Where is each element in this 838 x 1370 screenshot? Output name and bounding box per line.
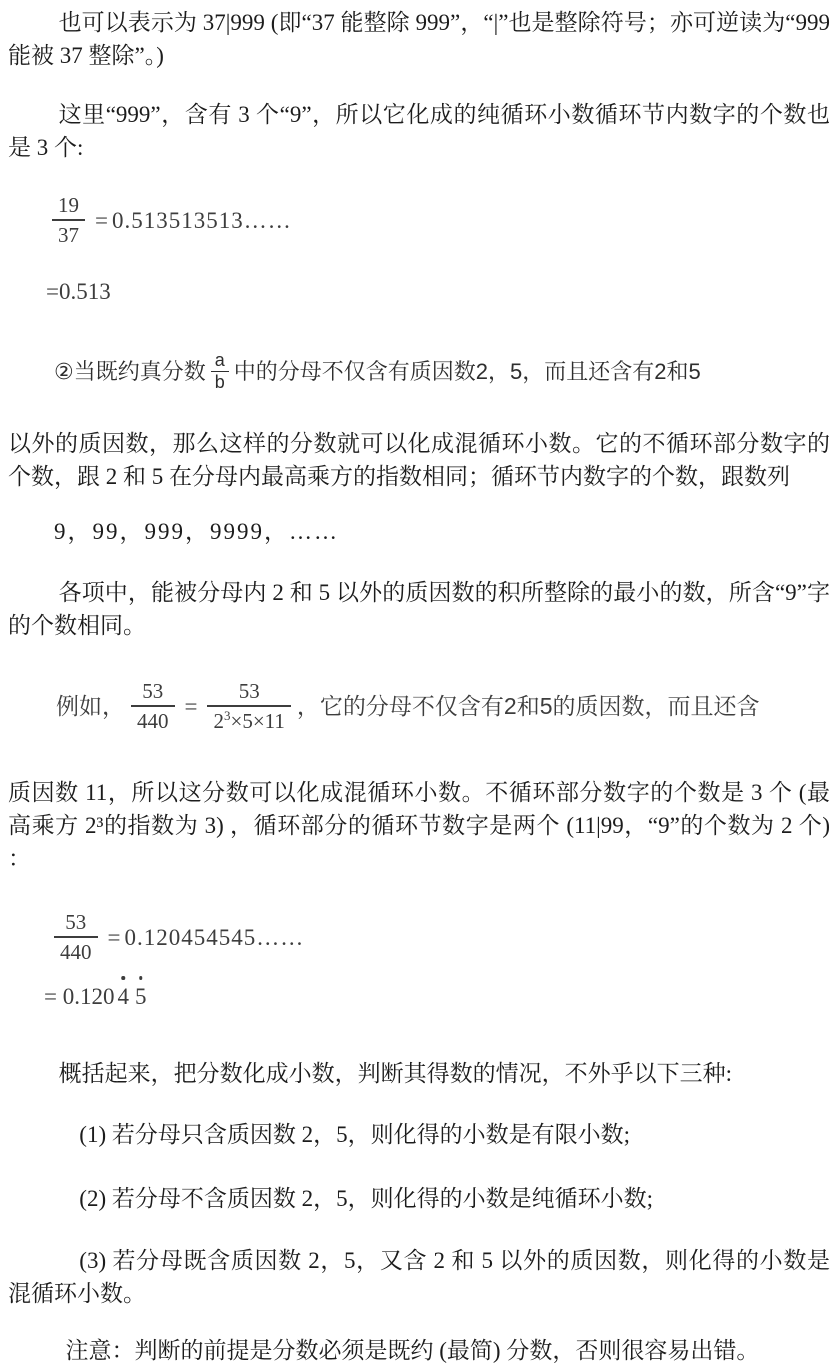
fraction-denominator: b (214, 372, 225, 392)
formula-rule-2 (54, 350, 830, 393)
fraction-numerator: 53 (54, 909, 98, 938)
factor-rest: ×5×11 (230, 709, 285, 733)
fraction-denominator: 37 (58, 223, 79, 247)
fraction-denominator: 440 (137, 709, 169, 733)
summary-item-1: (1) 若分母只含质因数 2，5，则化得的小数是有限小数; (79, 1122, 631, 1147)
paragraph-divisibility-notation: 也可以表示为 37|999 (即“37 能整除 999”，“|”也是整除符号；亦可逆读为“999 能被 37 整除”。) (8, 10, 830, 68)
nines-sequence: 9，99，999，9999，…… (54, 519, 339, 544)
paragraph-smallest-divisible: 各项中，能被分母内 2 和 5 以外的质因数的积所整除的最小的数，所含“9”字的个数相同。 (8, 580, 830, 638)
fraction-numerator: 53 (131, 678, 175, 707)
paragraph-example-analysis: 质因数 11，所以这分数可以化成混循环小数。不循环部分数字的个数是 3 个 (最高乘方 2³的指数为 3) ，循环部分的循环节数字是两个 (11|99，“9”的个数为 2 个) ： (8, 780, 830, 871)
fraction-numerator: 53 (207, 678, 290, 707)
example-prefix: 例如， (56, 692, 125, 719)
fraction-53-440 (131, 678, 175, 734)
equals-sign: = (95, 207, 108, 233)
paragraph-999-three-nines: 这里“999”，含有 3 个“9”，所以它化成的纯循环小数循环节内数字的个数也是 3 个: (8, 102, 830, 160)
formula-19-37-result: =0.513 (46, 279, 111, 304)
result-prefix: = 0.120 (44, 984, 115, 1009)
decimal-expansion: 0.120454545…… (124, 924, 305, 950)
summary-item-2: (2) 若分母不含质因数 2，5，则化得的小数是纯循环小数; (79, 1186, 654, 1211)
fraction-53-440 (54, 909, 98, 965)
fraction-53-factored (207, 678, 290, 734)
decimal-expansion: 0.513513513…… (111, 207, 292, 233)
rule-2-suffix: 中的分母不仅含有质因数2，5，而且还含有2和5 (233, 359, 701, 384)
formula-53-440-result (44, 980, 830, 1013)
paragraph-summary-intro: 概括起来，把分数化成小数，判断其得数的情况，不外乎以下三种: (58, 1061, 732, 1086)
example-suffix: ，它的分母不仅含有2和5的质因数，而且还含 (296, 692, 760, 719)
factor-exponent: 3 (223, 708, 231, 723)
fraction-denominator-factored (207, 707, 290, 734)
fraction-numerator: 19 (52, 192, 85, 221)
note-paragraph: 注意：判断的前提是分数必须是既约 (最简) 分数，否则很容易出错。 (65, 1338, 760, 1363)
rule-2-prefix: ②当既约真分数 (54, 359, 206, 384)
factor-base: 2 (213, 709, 224, 733)
summary-item-3: (3) 若分母既含质因数 2，5，又含 2 和 5 以外的质因数，则化得的小数是混循环小数。 (8, 1248, 830, 1306)
equals-sign: = (107, 924, 121, 950)
formula-example-53-440 (56, 678, 830, 734)
repeating-digit-4: 4 (117, 980, 129, 1013)
formula-53-440-decimal (48, 909, 830, 965)
fraction-denominator: 440 (60, 940, 92, 964)
fraction-a-b (211, 350, 229, 393)
formula-19-over-37 (46, 192, 830, 248)
repeating-digit-5: 5 (135, 980, 147, 1013)
fraction-19-37 (52, 192, 85, 248)
equals-sign: = (184, 693, 198, 719)
paragraph-mixed-repeating-rule: 以外的质因数，那么这样的分数就可以化成混循环小数。它的不循环部分数字的个数，跟 2 和 5 在分母内最高乘方的指数相同；循环节内数字的个数，跟数列 (8, 431, 830, 489)
fraction-numerator: a (211, 350, 229, 372)
